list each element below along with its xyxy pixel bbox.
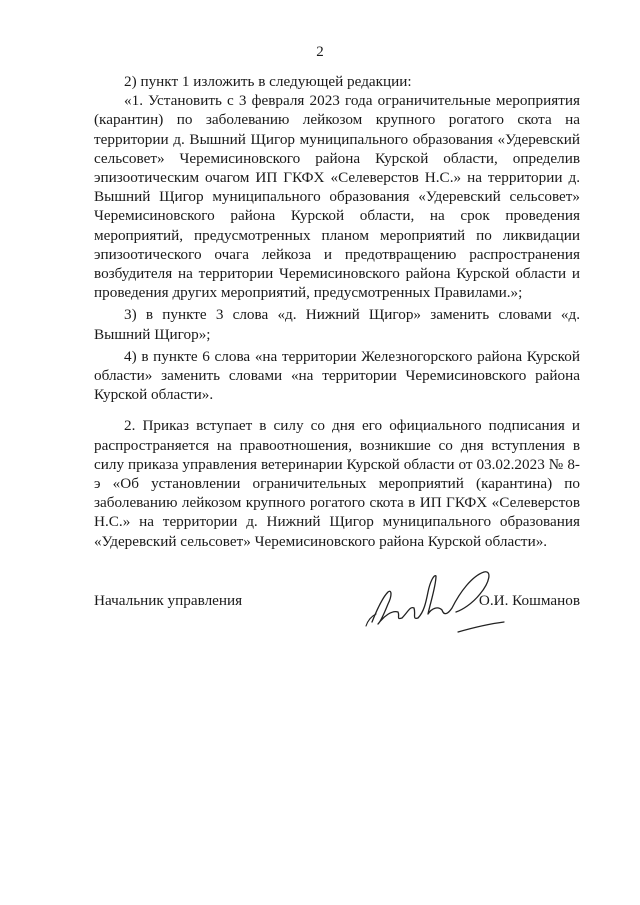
document-body xyxy=(94,72,580,551)
paragraph-item-2: 2) пункт 1 изложить в следующей редакции: xyxy=(124,73,412,90)
signature-block xyxy=(94,592,580,652)
signatory-title: Начальник управления xyxy=(94,592,243,609)
paragraph-item-3: 3) в пункте 3 слова «д. Нижний Щигор» заменить словами «д. Вышний Щигор»; xyxy=(94,306,580,343)
paragraph-item-4: 4) в пункте 6 слова «на территории Железногорского района Курской области» заменить словами «на территории Черемисиновского района Курской области». xyxy=(94,347,580,404)
paragraph-clause-2: 2. Приказ вступает в силу со дня его официального подписания и распространяется на правоотношения, возникшие со дня вступления в силу приказа управления ветеринарии Курской области от 03.02.2023 № 8-э «Об установлении ограничительных мероприятий (карантина) по заболеванию лейкозом крупного рогатого скота в ИП ГКФХ «Селеверстов Н.С.» на территории д. Нижний Щигор муниципального образования «Удеревский сельсовет» Черемисиновского района Курской области». xyxy=(94,417,580,550)
page-number: 2 xyxy=(316,44,324,60)
signatory-name: О.И. Кошманов xyxy=(478,592,580,609)
paragraph-new-item-1-text: «1. Установить с 3 февраля 2023 года ограничительные мероприятия (карантин) по заболеванию лейкозом крупного рогатого скота на территории д. Вышний Щигор муниципального образования «Удеревский сельсовет» Черемисиновского района Курской области, определив эпизоотическим очагом ИП ГКФХ «Селеверстов Н.С.» на территории д. Вышний Щигор муниципального образования «Удеревский сельсовет» Черемисиновского района Курской области, на срок проведения мероприятий, предусмотренных планом мероприятий по ликвидации эпизоотического очага лейкоза и предотвращению распространения возбудителя на территории Черемисиновского района Курской области и проведения других мероприятий, предусмотренных Правилами.»; xyxy=(94,92,580,302)
